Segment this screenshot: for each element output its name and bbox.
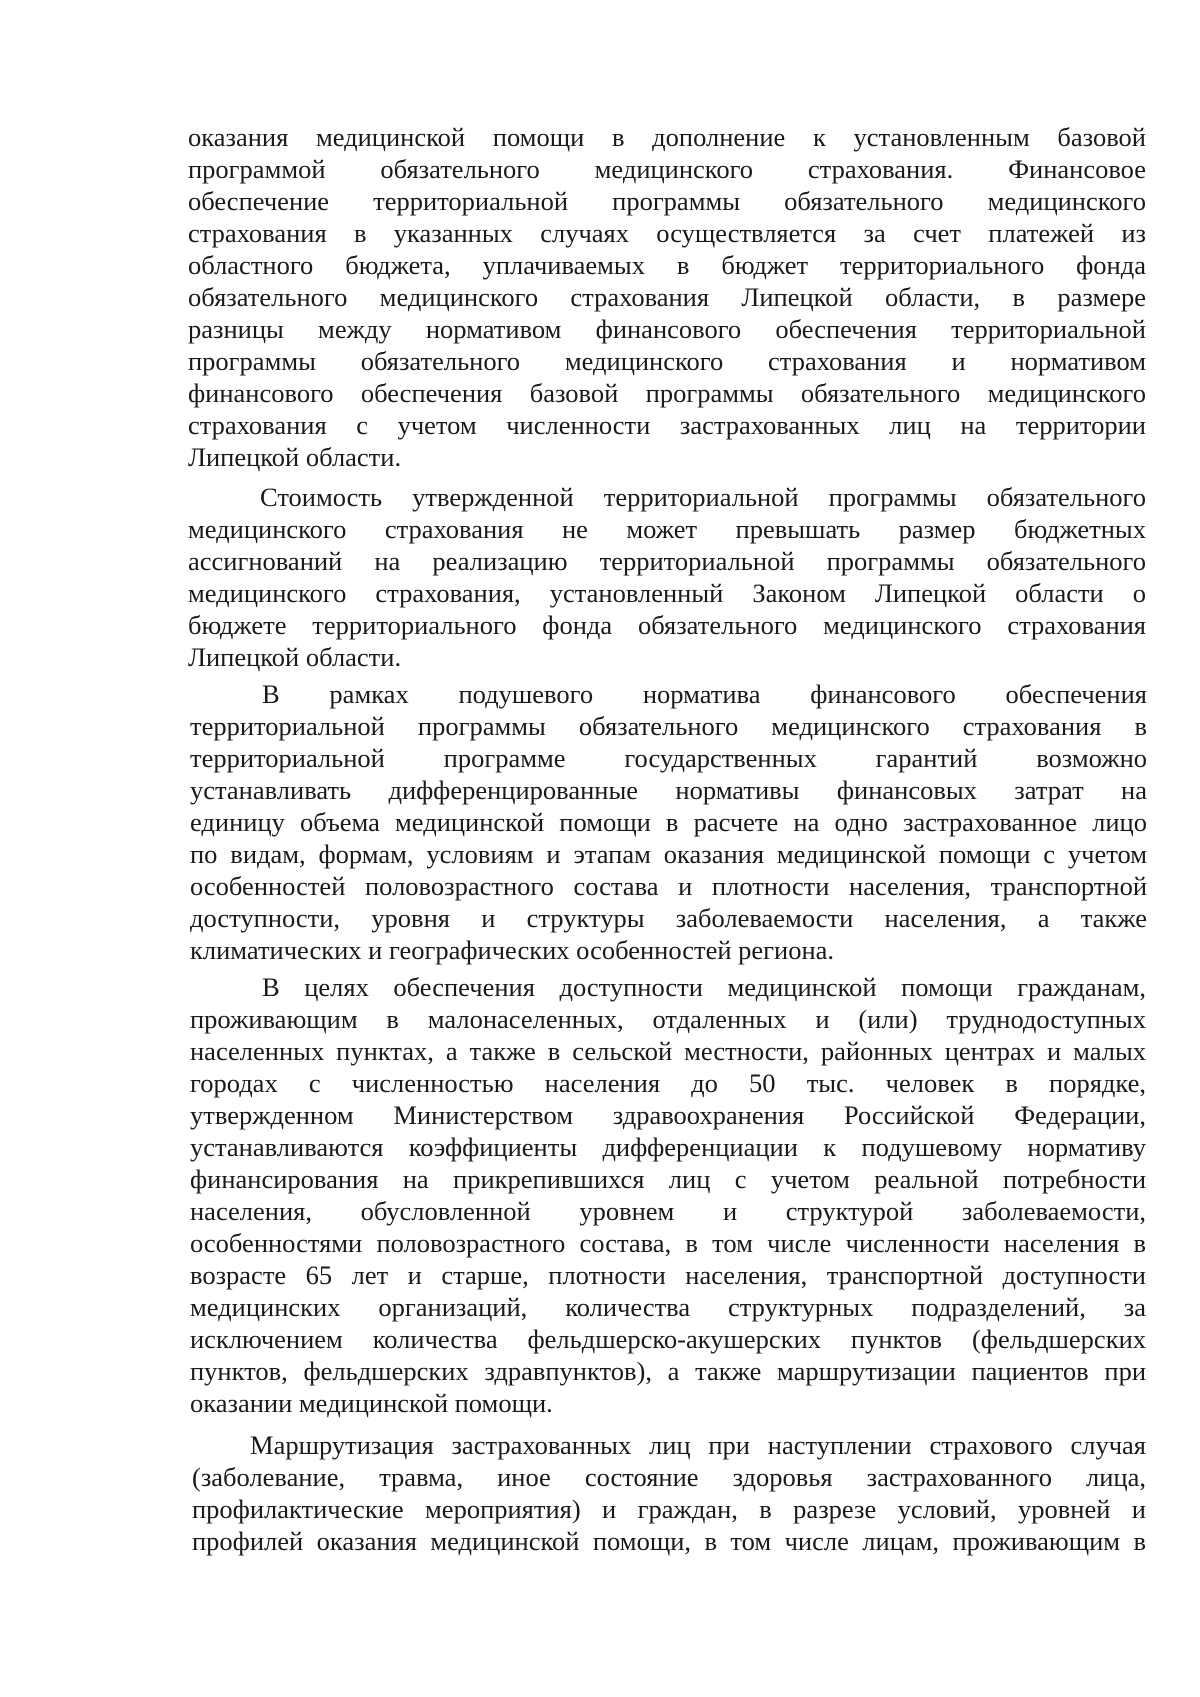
text-line: страхования с учетом численности застрахованных лиц на территории (188, 410, 1146, 440)
text-line: особенностями половозрастного состава, в том числе численности населения в (190, 1228, 1146, 1258)
paragraph-2 (188, 481, 1146, 673)
text-line: устанавливать дифференцированные нормативы финансовых затрат на (190, 775, 1147, 805)
text-line: по видам, формам, условиям и этапам оказания медицинской помощи с учетом (190, 839, 1147, 869)
text-line: особенностей половозрастного состава и плотности населения, транспортной (190, 871, 1147, 901)
text-line: территориальной программы обязательного медицинского страхования в (190, 711, 1147, 741)
text-line: населенных пунктах, а также в сельской местности, районных центрах и малых (190, 1036, 1146, 1066)
text-line: (заболевание, травма, иное состояние здоровья застрахованного лица, (192, 1462, 1146, 1492)
text-line: программы обязательного медицинского страхования и нормативом (188, 346, 1146, 376)
text-line: оказании медицинской помощи. (190, 1388, 553, 1418)
text-line: финансового обеспечения базовой программы обязательного медицинского (188, 378, 1146, 408)
paragraph-3 (190, 678, 1147, 966)
text-line: городах с численностью населения до 50 тыс. человек в порядке, (190, 1068, 1146, 1098)
text-line: проживающим в малонаселенных, отдаленных и (или) труднодоступных (190, 1004, 1146, 1034)
text-line: страхования в указанных случаях осуществляется за счет платежей из (188, 218, 1146, 248)
text-line: доступности, уровня и структуры заболеваемости населения, а также (190, 903, 1147, 933)
text-line: пунктов, фельдшерских здравпунктов), а также маршрутизации пациентов при (190, 1356, 1146, 1386)
paragraph-4 (190, 971, 1146, 1419)
text-line: территориальной программе государственных гарантий возможно (190, 743, 1147, 773)
text-line: обязательного медицинского страхования Липецкой области, в размере (188, 282, 1146, 312)
text-line: областного бюджета, уплачиваемых в бюджет территориального фонда (188, 250, 1146, 280)
text-line: медицинских организаций, количества структурных подразделений, за (190, 1292, 1146, 1322)
text-line: Стоимость утвержденной территориальной программы обязательного (260, 482, 1146, 512)
text-line: населения, обусловленной уровнем и структурой заболеваемости, (190, 1196, 1146, 1226)
text-line: исключением количества фельдшерско-акушерских пунктов (фельдшерских (190, 1324, 1146, 1354)
text-line: финансирования на прикрепившихся лиц с учетом реальной потребности (190, 1164, 1146, 1194)
paragraph-5 (192, 1429, 1146, 1557)
text-line: единицу объема медицинской помощи в расчете на одно застрахованное лицо (190, 807, 1147, 837)
text-line: оказания медицинской помощи в дополнение к установленным базовой (188, 122, 1146, 152)
text-line: Маршрутизация застрахованных лиц при наступлении страхового случая (250, 1430, 1146, 1460)
text-line: Липецкой области. (188, 442, 402, 472)
text-line: медицинского страхования, установленный Законом Липецкой области о (188, 578, 1146, 608)
text-line: возрасте 65 лет и старше, плотности населения, транспортной доступности (190, 1260, 1146, 1290)
text-line: профилактические мероприятия) и граждан, в разрезе условий, уровней и (192, 1494, 1146, 1524)
paragraph-1 (188, 121, 1146, 473)
text-line: климатических и географических особенностей региона. (190, 935, 835, 965)
text-line: В целях обеспечения доступности медицинской помощи гражданам, (262, 972, 1146, 1002)
text-line: программой обязательного медицинского страхования. Финансовое (188, 154, 1146, 184)
text-line: устанавливаются коэффициенты дифференциации к подушевому нормативу (190, 1132, 1146, 1162)
text-line: утвержденном Министерством здравоохранения Российской Федерации, (190, 1100, 1146, 1130)
text-line: Липецкой области. (188, 642, 402, 672)
text-line: ассигнований на реализацию территориальной программы обязательного (188, 546, 1146, 576)
text-line: медицинского страхования не может превышать размер бюджетных (188, 514, 1146, 544)
text-line: разницы между нормативом финансового обеспечения территориальной (188, 314, 1146, 344)
text-line: профилей оказания медицинской помощи, в том числе лицам, проживающим в (192, 1526, 1146, 1556)
text-line: обеспечение территориальной программы обязательного медицинского (188, 186, 1146, 216)
text-line: В рамках подушевого норматива финансового обеспечения (262, 679, 1147, 709)
text-line: бюджете территориального фонда обязательного медицинского страхования (188, 610, 1146, 640)
